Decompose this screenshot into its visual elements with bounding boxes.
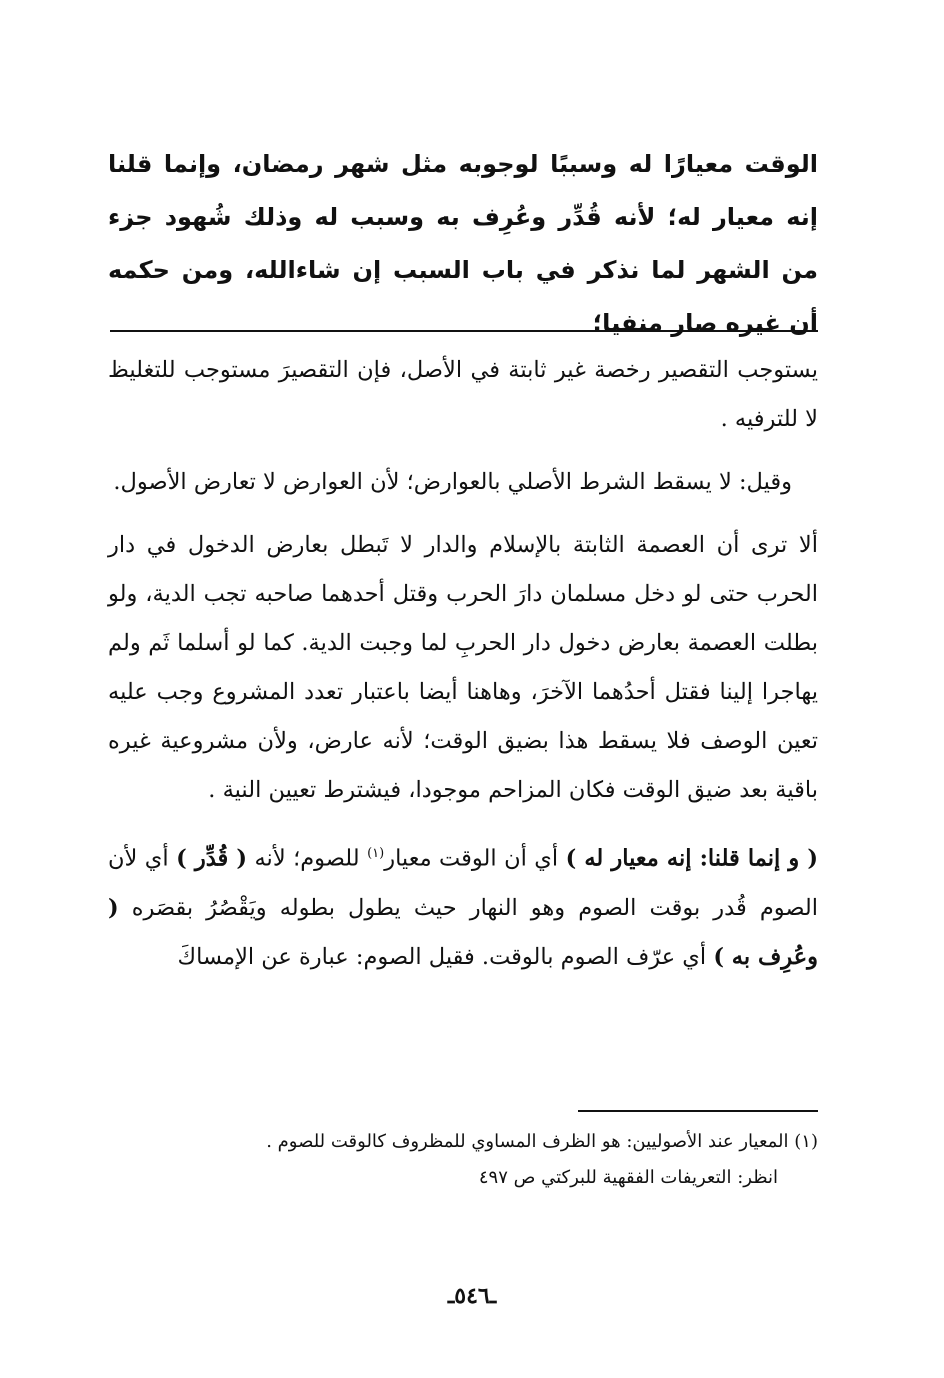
commentary-paragraph-1: يستوجب التقصير رخصة غير ثابتة في الأصل، فإن التقصيرَ مستوجب للتغليظ لا للترفيه . (108, 357, 818, 432)
commentary-fragment-1: أي أن الوقت معيار (384, 845, 566, 872)
footnote-1-reference: انظر: التعريفات الفقهية للبركتي ص ٤٩٧ (478, 1167, 778, 1188)
commentary-paragraph-4 (108, 829, 818, 982)
footnote-separator-line (578, 1110, 818, 1112)
main-text-matn: الوقت معيارًا له وسببًا لوجوبه مثل شهر رمضان، وإنما قلنا إنه معيار له؛ لأنه قُدِّر وعُرِف به وسبب له وذلك شُهود جزء من الشهر لما نذكر في باب السبب إن شاءالله، ومن حكمه أن غيره صار منفيا؛ (108, 150, 818, 337)
quoted-matn-phrase-3: ( وعُرِف به ) (108, 894, 818, 970)
footnote-1: (١) المعيار عند الأصوليين: هو الظرف المساوي للمظروف كالوقت للصوم . (266, 1131, 818, 1152)
matn-separator-line (110, 330, 818, 332)
quoted-matn-phrase-2: ( قُدِّر ) (176, 845, 248, 872)
commentary-fragment-3: أي لأن الصوم قُدر بوقت الصوم وهو النهار حيث يطول بطوله ويَقْصُرُ بقصَره (108, 845, 818, 921)
commentary-paragraph-2: وقيل: لا يسقط الشرط الأصلي بالعوارض؛ لأن العوارض لا تعارض الأصول. (113, 469, 792, 495)
footnotes-section (108, 1124, 818, 1196)
commentary-fragment-2: للصوم؛ لأنه (247, 845, 368, 872)
commentary-fragment-4: أي عرّف الصوم بالوقت. فقيل الصوم: عبارة عن الإمساكَ (177, 943, 714, 970)
commentary-paragraph-3: ألا ترى أن العصمة الثابتة بالإسلام والدار لا تَبطل بعارض الدخول في دار الحرب حتى لو دخل مسلمان دارَ الحرب وقتل أحدهما صاحبه تجب الدية، ولو بطلت العصمة بعارض دخول دار الحربِ لما وجبت الدية. كما لو أسلما ثَم ولم يهاجرا إلينا فقتل أحدُهما الآخرَ، وهاهنا أيضا باعتبار تعدد المشروع وجب عليه تعين الوصف فلا يسقط هذا بضيق الوقت؛ لأنه عارض، ولأن مشروعية غيره باقية بعد ضيق الوقت فكان المزاحم موجودا، فيشترط تعيين النية . (108, 532, 818, 803)
page-number: ـ٥٤٦ـ (447, 1283, 497, 1309)
footnote-reference: (١) (367, 846, 385, 861)
commentary-text-sharh (108, 346, 818, 996)
quoted-matn-phrase-1: ( و إنما قلنا: إنه معيار له ) (565, 845, 819, 872)
